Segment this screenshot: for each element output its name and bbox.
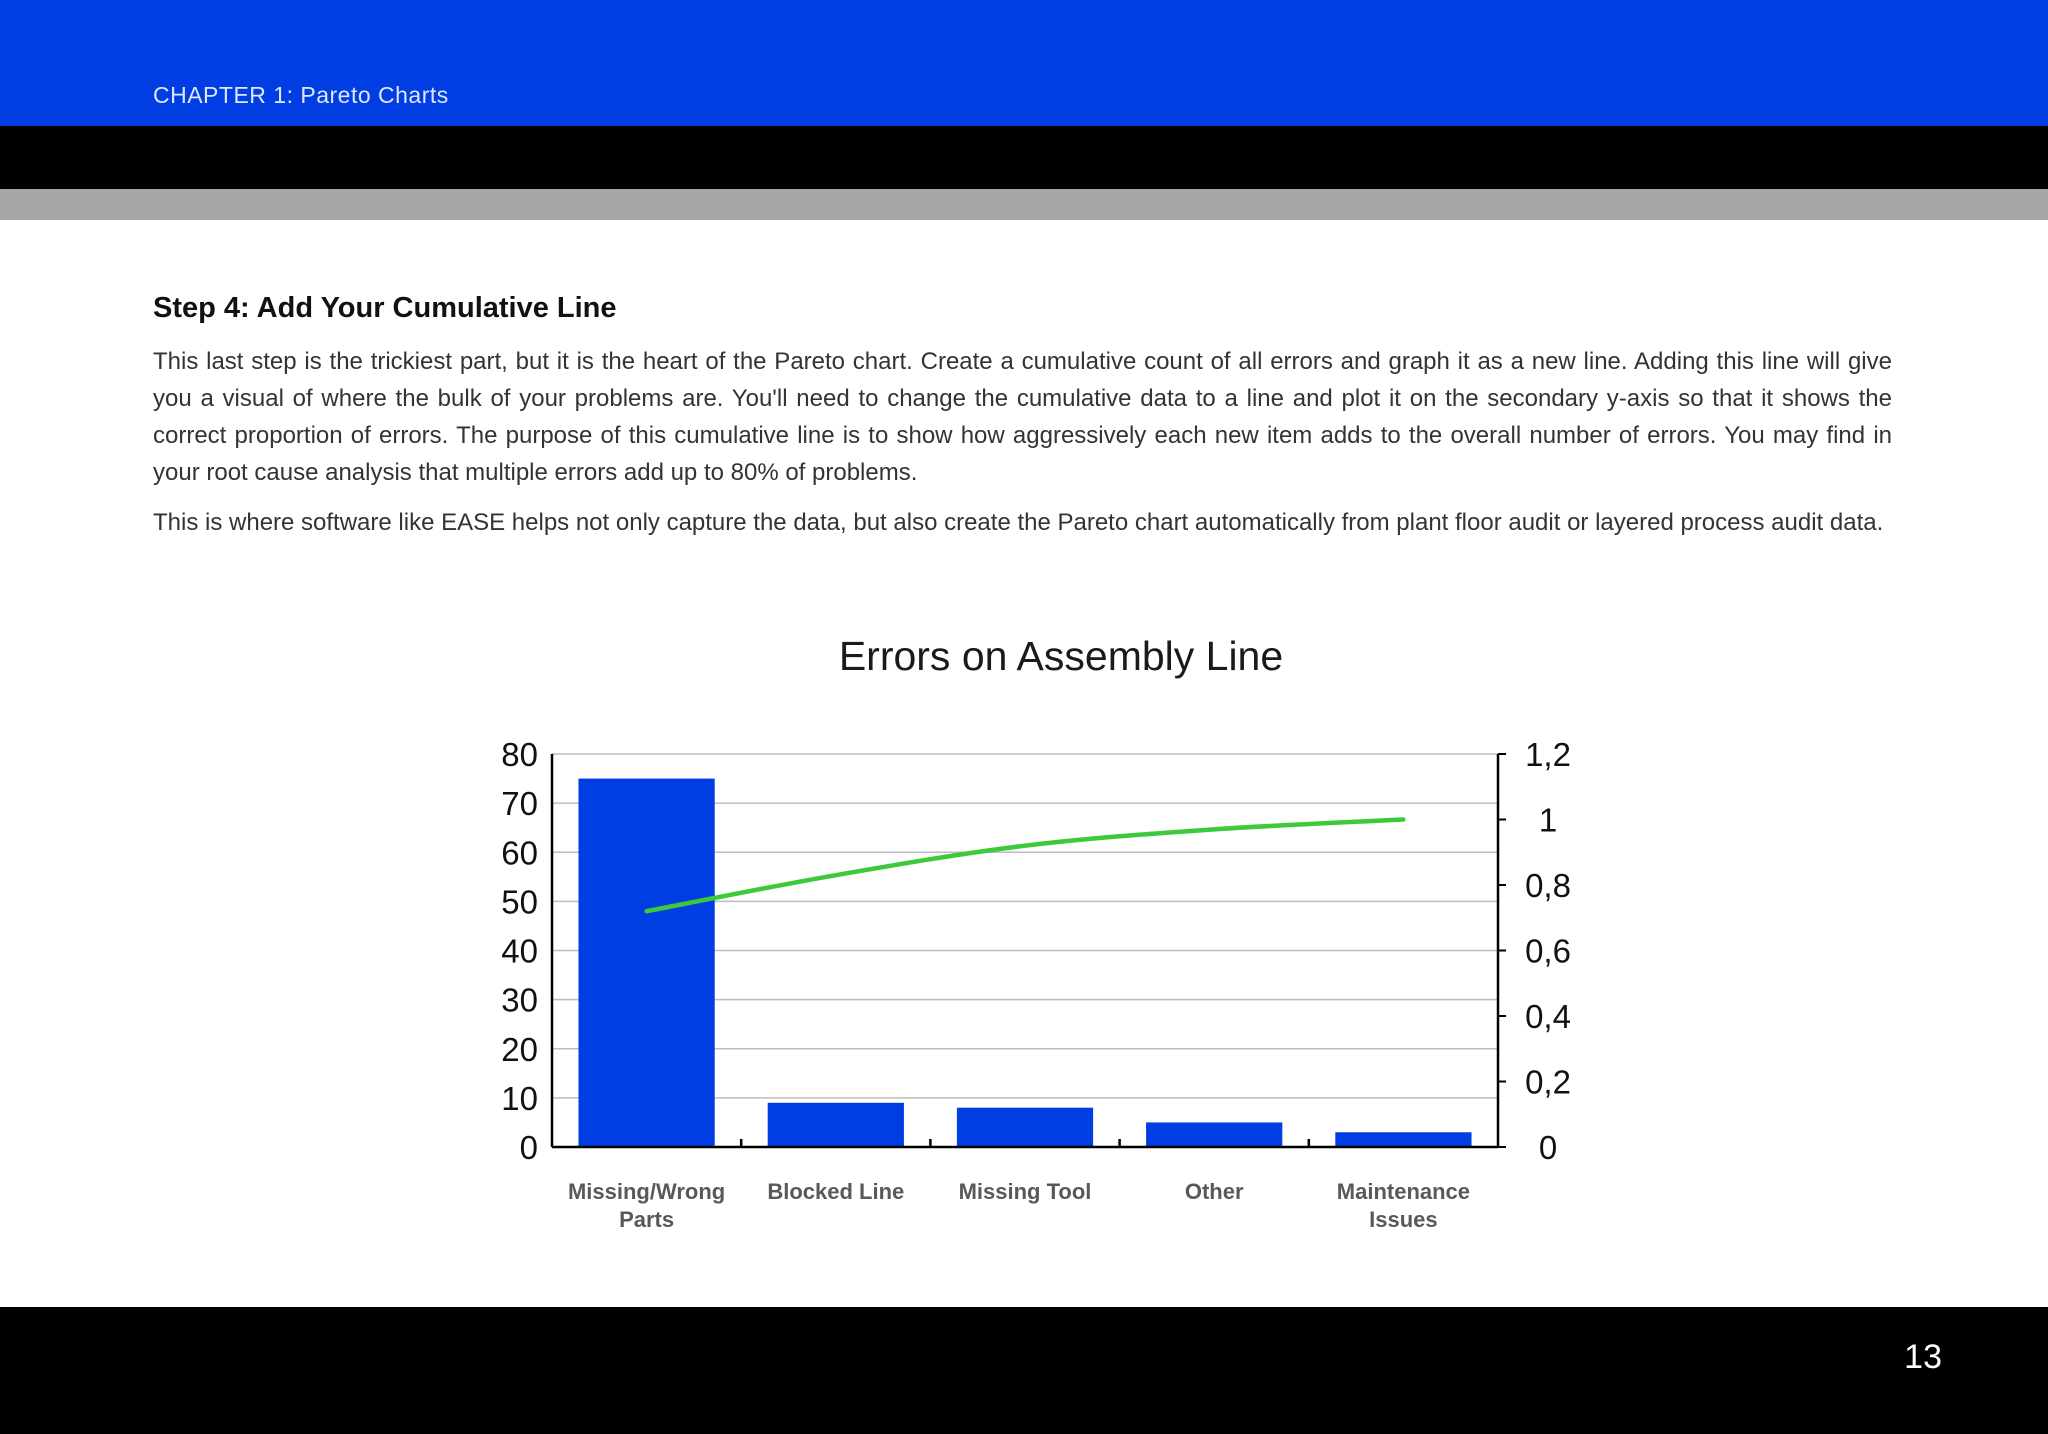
chart-title: Errors on Assembly Line — [838, 633, 1284, 679]
right-tick-label: 1 — [1538, 801, 1558, 839]
cumulative-line — [647, 820, 1404, 912]
step-heading: Step 4: Add Your Cumulative Line — [153, 292, 617, 324]
left-tick-label: 80 — [501, 736, 538, 773]
chapter-title: CHAPTER 1: Pareto Charts — [153, 82, 449, 108]
bars — [578, 779, 1471, 1147]
left-tick-label: 70 — [501, 785, 538, 823]
paragraph-1: This last step is the trickiest part, but it is the heart of the Pareto chart. Create a cumulative count of all errors and graph it as a new line. Adding this line will give you a visual of where the bulk of your problems are. You'll need to change the cumulative data to a line and plot it on the secondary y-axis so that it shows the correct proportion of errors. The purpose of this cumulative line is to show how aggressively each new item adds to the overall number of errors. You may find in your root cause analysis that multiple errors add up to 80% of problems. — [153, 348, 1892, 486]
page-number: 13 — [1904, 1338, 1942, 1376]
left-tick-label: 50 — [501, 883, 538, 921]
right-tick-label: 0,8 — [1525, 867, 1571, 904]
bar — [768, 1103, 904, 1147]
left-tick-label: 10 — [501, 1079, 538, 1117]
bar — [1146, 1122, 1282, 1147]
left-tick-label: 0 — [519, 1129, 538, 1166]
category-label: Maintenance Issues — [1336, 1179, 1471, 1232]
bar — [1335, 1132, 1471, 1147]
category-label: Blocked Line — [767, 1179, 905, 1204]
right-tick-label: 0,2 — [1525, 1063, 1571, 1101]
right-tick-label: 0,4 — [1525, 998, 1571, 1035]
category-label: Other — [1184, 1179, 1244, 1204]
paragraph-2: This is where software like EASE helps not only capture the data, but also create the Pareto chart automatically from plant floor audit or layered process audit data. — [153, 509, 1884, 536]
right-tick-label: 1,2 — [1525, 736, 1571, 773]
bar — [957, 1108, 1093, 1147]
category-label: Missing Tool — [958, 1179, 1092, 1204]
footer-band — [0, 1307, 2048, 1434]
left-tick-label: 30 — [501, 981, 538, 1019]
left-tick-label: 60 — [501, 834, 538, 872]
left-tick-label: 20 — [501, 1030, 538, 1068]
bar — [578, 779, 714, 1147]
category-label: Missing/Wrong Parts — [567, 1179, 726, 1232]
left-tick-label: 40 — [501, 932, 538, 970]
right-tick-label: 0,6 — [1525, 932, 1571, 970]
right-tick-label: 0 — [1538, 1129, 1558, 1166]
cumulative-line-layer — [647, 820, 1404, 912]
